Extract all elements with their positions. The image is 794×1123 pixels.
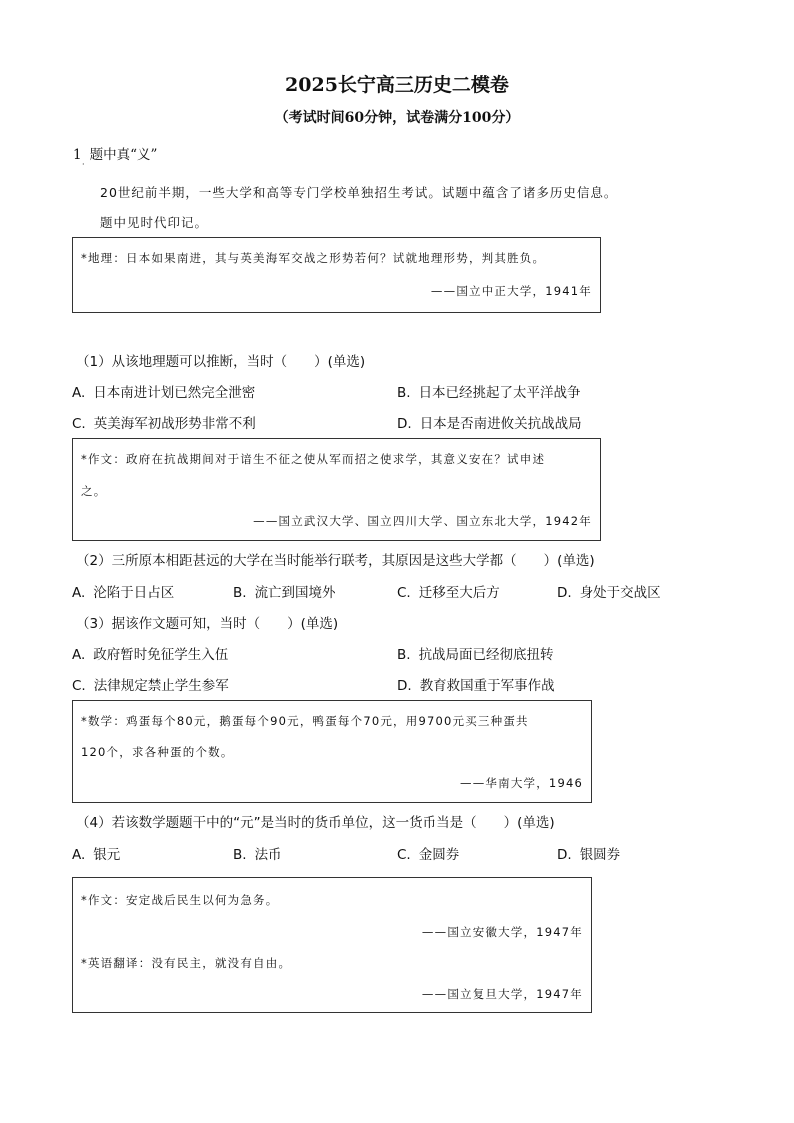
sub1-option-a[interactable]: A. 日本南进计划已然完全泄密 bbox=[72, 385, 256, 401]
source-citation: ——国立武汉大学、国立四川大学、国立东北大学，1942年 bbox=[253, 514, 592, 528]
question-title: 题中真“义” bbox=[89, 147, 158, 163]
source-box-geography bbox=[72, 237, 601, 313]
question-number: 1 bbox=[73, 147, 82, 163]
source-text-line-1: *作文：政府在抗战期间对于谙生不征之使从军而招之使求学，其意义安在？试申述 bbox=[81, 452, 546, 466]
sub2-option-b[interactable]: B. 流亡到国境外 bbox=[233, 585, 336, 601]
intro-line-1: 20世纪前半期，一些大学和高等专门学校单独招生考试。试题中蕴含了诸多历史信息。 bbox=[100, 185, 618, 200]
source-citation-fudan: ——国立复旦大学，1947年 bbox=[421, 987, 583, 1001]
source-text: *地理：日本如果南进，其与英美海军交战之形势若何？试就地理形势，判其胜负。 bbox=[81, 251, 546, 265]
source-box-math bbox=[72, 700, 592, 803]
intro-line-2: 题中见时代印记。 bbox=[100, 215, 209, 230]
sub2-option-a[interactable]: A. 沦陷于日占区 bbox=[72, 585, 175, 601]
subquestion-2-stem: （2）三所原本相距甚远的大学在当时能举行联考，其原因是这些大学都（ ）(单选) bbox=[76, 553, 595, 569]
source-text-line-1: *数学：鸡蛋每个80元，鹅蛋每个90元，鸭蛋每个70元，用9700元买三种蛋共 bbox=[81, 714, 529, 728]
bullet-dot: · bbox=[82, 160, 85, 169]
sub2-option-d[interactable]: D. 身处于交战区 bbox=[557, 585, 661, 601]
subquestion-4-stem: （4）若该数学题题干中的“元”是当时的货币单位，这一货币当是（ ）(单选) bbox=[76, 815, 555, 831]
sub4-option-a[interactable]: A. 银元 bbox=[72, 847, 121, 863]
sub4-option-d[interactable]: D. 银圆券 bbox=[557, 847, 621, 863]
sub2-option-c[interactable]: C. 迁移至大后方 bbox=[397, 585, 500, 601]
source-box-1947 bbox=[72, 877, 592, 1013]
sub3-option-b[interactable]: B. 抗战局面已经彻底扭转 bbox=[397, 647, 554, 663]
sub1-option-b[interactable]: B. 日本已经挑起了太平洋战争 bbox=[397, 385, 581, 401]
sub3-option-c[interactable]: C. 法律规定禁止学生参军 bbox=[72, 678, 229, 694]
subquestion-1-stem: （1）从该地理题可以推断，当时（ ）(单选) bbox=[76, 354, 366, 370]
sub4-option-c[interactable]: C. 金圆券 bbox=[397, 847, 460, 863]
sub1-option-c[interactable]: C. 英美海军初战形势非常不利 bbox=[72, 416, 256, 432]
source-text-line-2: 120个，求各种蛋的个数。 bbox=[81, 745, 234, 759]
source-citation-anhui: ——国立安徽大学，1947年 bbox=[421, 925, 583, 939]
sub1-option-d[interactable]: D. 日本是否南进攸关抗战战局 bbox=[397, 416, 582, 432]
sub4-option-b[interactable]: B. 法币 bbox=[233, 847, 282, 863]
source-citation: ——华南大学，1946 bbox=[460, 776, 583, 790]
source-box-essay-1942 bbox=[72, 438, 601, 541]
source-text-essay: *作文：安定战后民生以何为急务。 bbox=[81, 893, 279, 907]
source-citation: ——国立中正大学，1941年 bbox=[430, 284, 592, 298]
page-subtitle: （考试时间60分钟，试卷满分100分） bbox=[274, 110, 520, 126]
page-title: 2025长宁高三历史二模卷 bbox=[285, 74, 509, 96]
question-heading bbox=[73, 143, 157, 163]
sub3-option-a[interactable]: A. 政府暂时免征学生入伍 bbox=[72, 647, 229, 663]
subquestion-3-stem: （3）据该作文题可知，当时（ ）(单选) bbox=[76, 616, 339, 632]
source-text-line-2: 之。 bbox=[81, 484, 107, 498]
source-text-translation: *英语翻译：没有民主，就没有自由。 bbox=[81, 956, 292, 970]
sub3-option-d[interactable]: D. 教育救国重于军事作战 bbox=[397, 678, 555, 694]
